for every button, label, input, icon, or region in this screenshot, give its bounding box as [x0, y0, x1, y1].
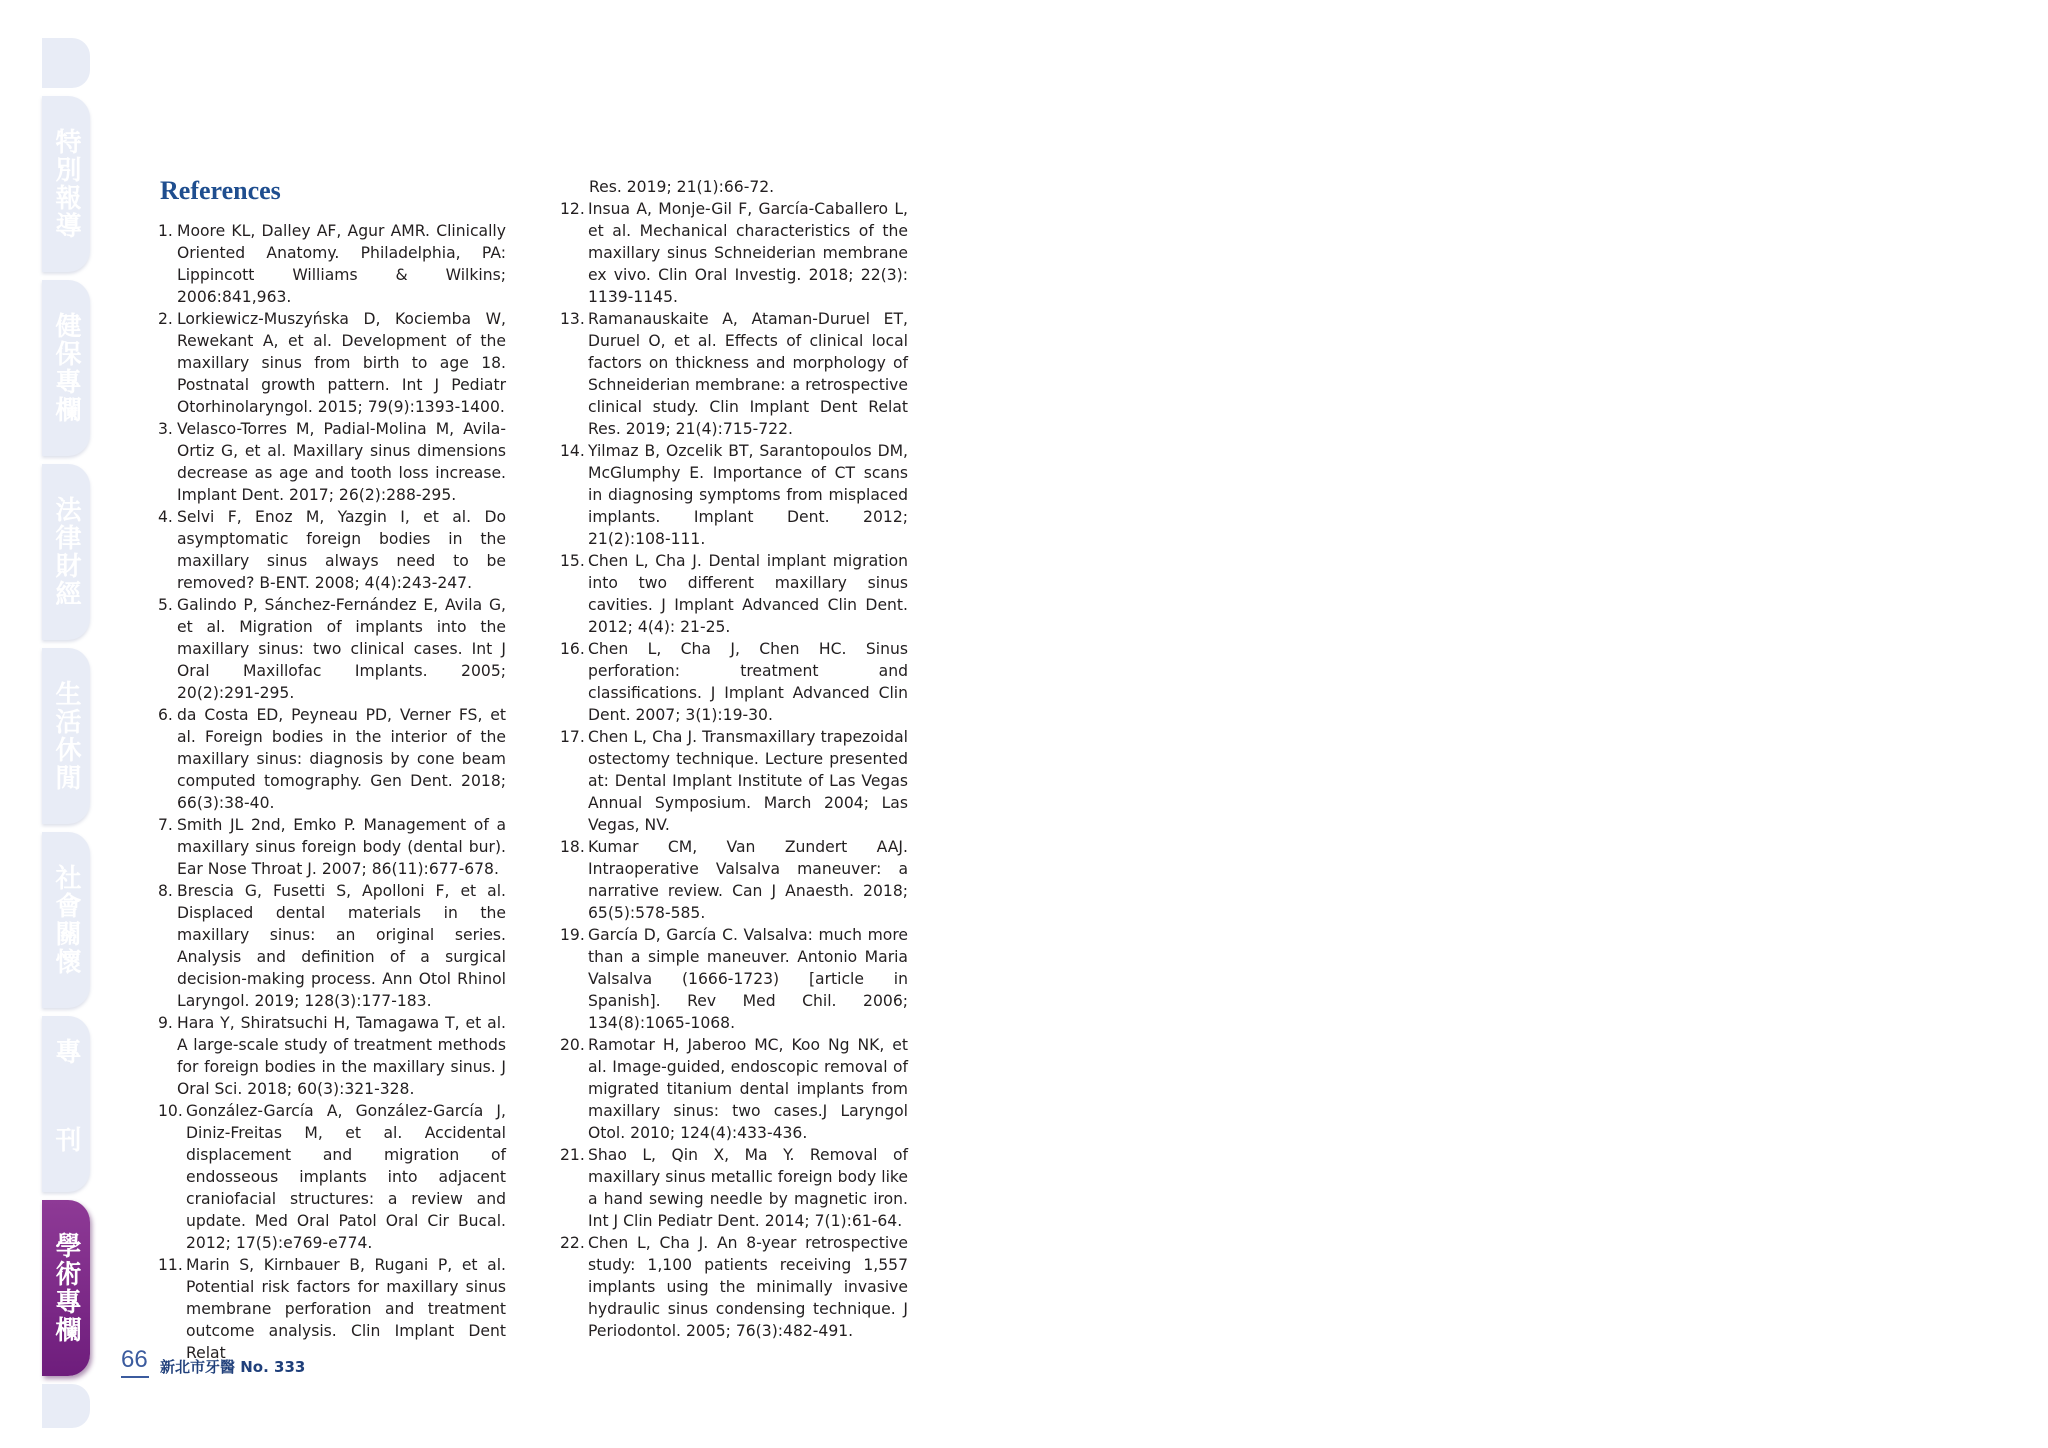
reference-number: 17.: [560, 728, 585, 746]
reference-item: [158, 704, 506, 814]
tab-law-finance[interactable]: [42, 464, 90, 640]
reference-number: 15.: [560, 552, 585, 570]
reference-text: Galindo P, Sánchez-Fernández E, Avila G, et al. Migration of implants into the maxillary sinus: two clinical cases. Int J Oral Maxillofac Implants. 2005; 20(2):291-295.: [177, 596, 506, 702]
reference-item: [158, 880, 506, 1012]
reference-item: [560, 924, 908, 1034]
reference-text: Lorkiewicz-Muszyńska D, Kociemba W, Rewekant A, et al. Development of the maxillary sinus from birth to age 18. Postnatal growth pattern. Int J Pediatr Otorhinolaryngol. 2015; 79(9):1393-1400.: [177, 310, 506, 416]
reference-number: 14.: [560, 442, 585, 460]
tab-label: 特別報導: [51, 128, 81, 240]
tab-label: 法律財經: [51, 496, 81, 608]
reference-continuation: Res. 2019; 21(1):66-72.: [589, 178, 775, 196]
reference-item: [158, 220, 506, 308]
tab-special-issue[interactable]: [42, 1016, 90, 1192]
reference-item: [158, 1100, 506, 1254]
tab-label: 學術專欄: [51, 1232, 81, 1344]
tab-label: 專 刊: [51, 1038, 81, 1170]
reference-text: Brescia G, Fusetti S, Apolloni F, et al. Displaced dental materials in the maxillary sinus: an original series. Analysis and definition of a surgical decision-making process. Ann Otol Rhinol Laryngol. 2019; 128(3):177-183.: [177, 882, 506, 1010]
tab-label: 健保專欄: [51, 312, 81, 424]
reference-number: 1.: [158, 222, 173, 240]
reference-number: 3.: [158, 420, 173, 438]
reference-text: Smith JL 2nd, Emko P. Management of a maxillary sinus foreign body (dental bur). Ear Nose Throat J. 2007; 86(11):677-678.: [177, 816, 506, 878]
references-right-column: [560, 176, 908, 1342]
tab-leisure[interactable]: [42, 648, 90, 824]
journal-title: 新北市牙醫 No. 333: [160, 1358, 306, 1376]
reference-item: [560, 726, 908, 836]
reference-text: Ramotar H, Jaberoo MC, Koo Ng NK, et al. Image-guided, endoscopic removal of migrated titanium dental implants from maxillary sinus: two cases.J Laryngol Otol. 2010; 124(4):433-436.: [588, 1036, 908, 1142]
section-tab-strip: [42, 38, 90, 1428]
reference-item: [158, 1012, 506, 1100]
reference-text: García D, García C. Valsalva: much more than a simple maneuver. Antonio Maria Valsalva (1666-1723) [article in Spanish]. Rev Med Chil. 2006; 134(8):1065-1068.: [588, 926, 908, 1032]
reference-item: [560, 1144, 908, 1232]
reference-number: 22.: [560, 1234, 585, 1252]
reference-item: [158, 506, 506, 594]
reference-item: [560, 198, 908, 308]
reference-text: Marin S, Kirnbauer B, Rugani P, et al. Potential risk factors for maxillary sinus membrane perforation and treatment outcome analysis. Clin Implant Dent Relat: [186, 1256, 506, 1362]
reference-number: 12.: [560, 200, 585, 218]
reference-text: Insua A, Monje-Gil F, García-Caballero L, et al. Mechanical characteristics of the maxillary sinus Schneiderian membrane ex vivo. Clin Oral Investig. 2018; 22(3): 1139-1145.: [588, 200, 908, 306]
tab-special-report[interactable]: [42, 96, 90, 272]
reference-item: [560, 1232, 908, 1342]
reference-item: [560, 440, 908, 550]
reference-item: [158, 418, 506, 506]
reference-text: Selvi F, Enoz M, Yazgin I, et al. Do asymptomatic foreign bodies in the maxillary sinus always need to be removed? B-ENT. 2008; 4(4):243-247.: [177, 508, 506, 592]
reference-text: Velasco-Torres M, Padial-Molina M, Avila-Ortiz G, et al. Maxillary sinus dimensions decrease as age and tooth loss increase. Implant Dent. 2017; 26(2):288-295.: [177, 420, 506, 504]
reference-number: 16.: [560, 640, 585, 658]
reference-number: 2.: [158, 310, 173, 328]
reference-number: 10.: [158, 1102, 183, 1120]
reference-number: 9.: [158, 1014, 173, 1032]
tab-label: 生活休閒: [51, 680, 81, 792]
reference-text: Hara Y, Shiratsuchi H, Tamagawa T, et al. A large-scale study of treatment methods for foreign bodies in the maxillary sinus. J Oral Sci. 2018; 60(3):321-328.: [177, 1014, 506, 1098]
tab-label: 社會關懷: [51, 864, 81, 976]
reference-text: Chen L, Cha J. An 8-year retrospective study: 1,100 patients receiving 1,557 implants using the minimally invasive hydraulic sinus condensing technique. J Periodontol. 2005; 76(3):482-491.: [588, 1234, 908, 1340]
page-number-underline: [121, 1376, 149, 1378]
reference-item: [560, 1034, 908, 1144]
reference-number: 18.: [560, 838, 585, 856]
reference-number: 13.: [560, 310, 585, 328]
reference-item: [560, 550, 908, 638]
reference-number: 5.: [158, 596, 173, 614]
tab-social-care[interactable]: [42, 832, 90, 1008]
reference-number: 19.: [560, 926, 585, 944]
reference-item: [158, 814, 506, 880]
reference-number: 8.: [158, 882, 173, 900]
reference-number: 11.: [158, 1256, 183, 1274]
page-number: 66: [121, 1346, 148, 1373]
reference-text: Moore KL, Dalley AF, Agur AMR. Clinically Oriented Anatomy. Philadelphia, PA: Lippincott Williams & Wilkins; 2006:841,963.: [177, 222, 506, 306]
reference-text: Chen L, Cha J. Dental implant migration into two different maxillary sinus cavities. J Implant Advanced Clin Dent. 2012; 4(4): 21-25.: [588, 552, 908, 636]
tab-strip-cap: [42, 1384, 90, 1428]
reference-number: 6.: [158, 706, 173, 724]
reference-item: [560, 836, 908, 924]
reference-item: [560, 308, 908, 440]
reference-text: Chen L, Cha J. Transmaxillary trapezoidal ostectomy technique. Lecture presented at: Dental Implant Institute of Las Vegas Annual Symposium. March 2004; Las Vegas, NV.: [588, 728, 908, 834]
reference-text: Chen L, Cha J, Chen HC. Sinus perforation: treatment and classifications. J Implant Advanced Clin Dent. 2007; 3(1):19-30.: [588, 640, 908, 724]
reference-text: da Costa ED, Peyneau PD, Verner FS, et al. Foreign bodies in the interior of the maxillary sinus: diagnosis by cone beam computed tomography. Gen Dent. 2018; 66(3):38-40.: [177, 706, 506, 812]
reference-item: [158, 594, 506, 704]
reference-item: [158, 308, 506, 418]
reference-text: Ramanauskaite A, Ataman-Duruel ET, Duruel O, et al. Effects of clinical local factors on thickness and morphology of Schneiderian membrane: a retrospective clinical study. Clin Implant Dent Relat Res. 2019; 21(4):715-722.: [588, 310, 908, 438]
tab-health-insurance[interactable]: [42, 280, 90, 456]
reference-number: 4.: [158, 508, 173, 526]
reference-number: 21.: [560, 1146, 585, 1164]
tab-strip-cap: [42, 38, 90, 88]
reference-text: Yilmaz B, Ozcelik BT, Sarantopoulos DM, McGlumphy E. Importance of CT scans in diagnosing symptoms from misplaced implants. Implant Dent. 2012; 21(2):108-111.: [588, 442, 908, 548]
reference-number: 20.: [560, 1036, 585, 1054]
reference-text: González-García A, González-García J, Diniz-Freitas M, et al. Accidental displacement and migration of endosseous implants into adjacent craniofacial structures: a review and update. Med Oral Patol Oral Cir Bucal. 2012; 17(5):e769-e774.: [186, 1102, 506, 1252]
reference-item: [158, 1254, 506, 1364]
references-left-column: [158, 220, 506, 1364]
references-heading: References: [160, 176, 281, 205]
reference-item: [560, 638, 908, 726]
reference-text: Kumar CM, Van Zundert AAJ. Intraoperative Valsalva maneuver: a narrative review. Can J Anaesth. 2018; 65(5):578-585.: [588, 838, 908, 922]
reference-number: 7.: [158, 816, 173, 834]
tab-academic-column[interactable]: [42, 1200, 90, 1376]
reference-text: Shao L, Qin X, Ma Y. Removal of maxillary sinus metallic foreign body like a hand sewing needle by magnetic iron. Int J Clin Pediatr Dent. 2014; 7(1):61-64.: [588, 1146, 908, 1230]
